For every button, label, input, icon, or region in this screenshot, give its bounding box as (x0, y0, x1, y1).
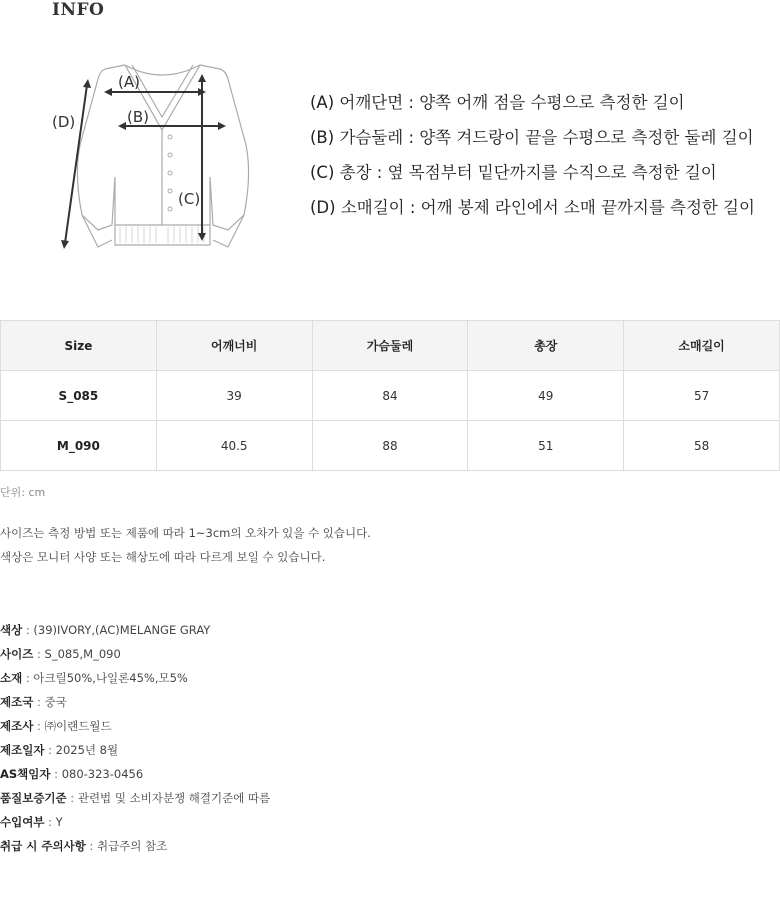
table-cell: 40.5 (156, 421, 312, 471)
note-size-tolerance: 사이즈는 측정 방법 또는 제품에 따라 1~3cm의 오차가 있을 수 있습니다. (0, 526, 371, 540)
table-row (1, 371, 780, 421)
header-length: 총장 (468, 321, 624, 371)
note-color-display: 색상은 모니터 사양 또는 해상도에 따라 다르게 보일 수 있습니다. (0, 550, 326, 564)
spec-value: 중국 (44, 695, 67, 709)
table-row (1, 421, 780, 471)
product-specs (0, 618, 270, 858)
spec-key: 수입여부 (0, 815, 45, 829)
spec-key: 소재 (0, 671, 23, 685)
table-cell: 58 (624, 421, 780, 471)
header-chest: 가슴둘레 (312, 321, 468, 371)
spec-key: AS책임자 (0, 767, 51, 781)
spec-key: 취급 시 주의사항 (0, 839, 86, 853)
legend-item-b: (B) 가슴둘레 : 양쪽 겨드랑이 끝을 수평으로 측정한 둘레 길이 (310, 128, 754, 147)
spec-value: 2025년 8월 (55, 743, 119, 757)
table-cell: 51 (468, 421, 624, 471)
label-d: (D) (52, 113, 76, 131)
size-name-cell: S_085 (1, 371, 157, 421)
spec-value: 취급주의 참조 (96, 839, 168, 853)
notes (0, 521, 371, 569)
spec-value: (39)IVORY,(AC)MELANGE GRAY (33, 623, 211, 637)
spec-value: 아크릴50%,나일론45%,모5% (33, 671, 188, 685)
size-table-header (1, 321, 780, 371)
spec-key: 제조사 (0, 719, 34, 733)
cardigan-measurement-diagram (40, 55, 280, 265)
spec-key: 색상 (0, 623, 23, 637)
header-size: Size (1, 321, 157, 371)
spec-row-quality: 품질보증기준 : 관련법 및 소비자분쟁 해결기준에 따름 (0, 791, 271, 805)
spec-row-color: 색상 : (39)IVORY,(AC)MELANGE GRAY (0, 623, 211, 637)
spec-value: 080-323-0456 (61, 767, 144, 781)
spec-key: 제조국 (0, 695, 34, 709)
legend-item-d: (D) 소매길이 : 어깨 봉제 라인에서 소매 끝까지를 측정한 길이 (310, 198, 755, 217)
spec-value: ㈜이랜드월드 (44, 719, 112, 733)
label-c: (C) (178, 190, 201, 208)
table-cell: 88 (312, 421, 468, 471)
spec-value: 관련법 및 소비자분쟁 해결기준에 따름 (77, 791, 271, 805)
size-name-cell: M_090 (1, 421, 157, 471)
info-title: INFO (52, 0, 105, 20)
header-sleeve: 소매길이 (624, 321, 780, 371)
spec-value: Y (55, 815, 63, 829)
size-table (0, 320, 780, 471)
spec-row-import: 수입여부 : Y (0, 815, 63, 829)
header-shoulder: 어깨너비 (156, 321, 312, 371)
table-cell: 39 (156, 371, 312, 421)
spec-row-size: 사이즈 : S_085,M_090 (0, 647, 121, 661)
spec-key: 품질보증기준 (0, 791, 67, 805)
spec-row-care: 취급 시 주의사항 : 취급주의 참조 (0, 839, 168, 853)
spec-key: 제조일자 (0, 743, 45, 757)
legend-item-c: (C) 총장 : 옆 목점부터 밑단까지를 수직으로 측정한 길이 (310, 163, 717, 182)
unit-note: 단위: cm (0, 486, 46, 499)
label-b: (B) (127, 108, 149, 126)
table-cell: 84 (312, 371, 468, 421)
spec-row-date: 제조일자 : 2025년 8월 (0, 743, 119, 757)
measurement-legend (310, 88, 755, 228)
spec-row-material: 소재 : 아크릴50%,나일론45%,모5% (0, 671, 188, 685)
legend-item-a: (A) 어깨단면 : 양쪽 어깨 점을 수평으로 측정한 길이 (310, 93, 685, 112)
label-a: (A) (118, 73, 140, 91)
table-cell: 49 (468, 371, 624, 421)
spec-key: 사이즈 (0, 647, 34, 661)
spec-row-as: AS책임자 : 080-323-0456 (0, 767, 144, 781)
spec-value: S_085,M_090 (44, 647, 121, 661)
spec-row-manufacturer: 제조사 : ㈜이랜드월드 (0, 719, 112, 733)
table-cell: 57 (624, 371, 780, 421)
spec-row-country: 제조국 : 중국 (0, 695, 67, 709)
